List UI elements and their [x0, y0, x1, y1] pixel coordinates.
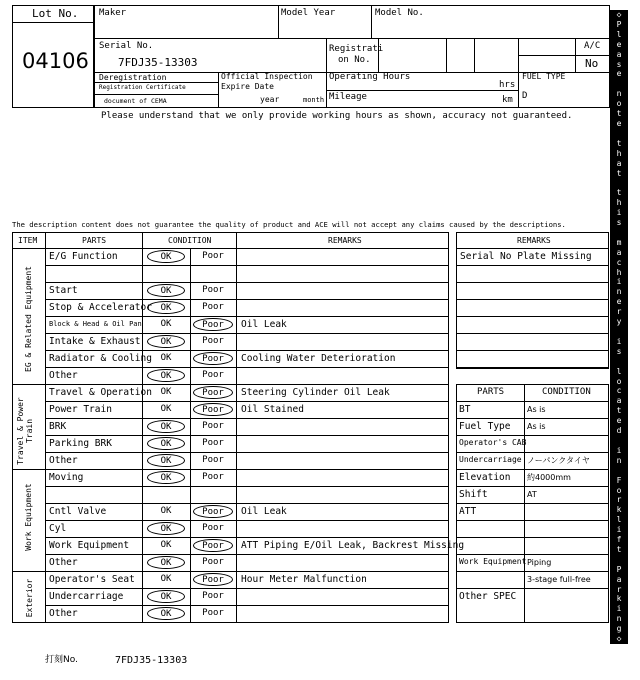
- remark-text: Steering Cylinder Oil Leak: [241, 387, 390, 398]
- right-remark-line: [456, 350, 609, 351]
- group-separator: [12, 384, 45, 385]
- deregistration-label: Deregistration: [99, 73, 167, 82]
- part-label: Work Equipment: [49, 540, 130, 551]
- ok-option: OK: [160, 353, 172, 363]
- spec-value: AT: [527, 490, 537, 499]
- part-label: Radiator & Cooling: [49, 353, 152, 364]
- registration-label-1: Registrati: [329, 44, 384, 54]
- hv-9: [218, 72, 219, 108]
- maker-label: Maker: [99, 8, 127, 18]
- hv-6: [474, 38, 475, 72]
- part-label: Moving: [49, 472, 84, 483]
- ophrs-line: [326, 90, 518, 91]
- spec-line: [456, 418, 609, 419]
- km-label: km: [502, 95, 513, 105]
- poor-circled: Poor: [193, 386, 233, 399]
- fuel-type-label: FUEL TYPE: [522, 72, 566, 81]
- poor-circled: Poor: [193, 573, 233, 586]
- poor-circled: Poor: [193, 505, 233, 518]
- part-label: Cntl Valve: [49, 506, 107, 517]
- part-label: BRK: [49, 421, 67, 432]
- col-item: [45, 232, 46, 623]
- part-label: Cyl: [49, 523, 67, 534]
- row-line: [45, 605, 449, 606]
- spec-line: [456, 401, 609, 402]
- poor-option: Poor: [202, 336, 224, 346]
- serial-value: 7FDJ35-13303: [118, 56, 198, 69]
- ok-option: OK: [160, 506, 172, 516]
- spec-value: 約4000mm: [527, 473, 571, 482]
- row-line: [45, 452, 449, 453]
- row-line: [45, 265, 449, 266]
- spec-part: Work Equipment: [459, 557, 527, 566]
- model-year-label: Model Year: [281, 8, 336, 18]
- reg-cert-label: Registration Certificate: [99, 84, 186, 91]
- th-item: ITEM: [18, 236, 38, 245]
- group-label-eg: EG & Related Equipment: [24, 266, 33, 372]
- poor-option: Poor: [202, 472, 224, 482]
- poor-option: Poor: [202, 370, 224, 380]
- spec-value: ノーパンクタイヤ: [527, 456, 590, 465]
- part-label: Operator's Seat: [49, 574, 135, 585]
- part-label: Undercarriage: [49, 591, 124, 602]
- row-line: [45, 588, 449, 589]
- official-label-1: Official Inspection: [221, 72, 313, 81]
- hours-notice: Please understand that we only provide working hours as shown, accuracy not guaranteed.: [101, 111, 573, 121]
- lot-label: Lot No.: [32, 7, 79, 20]
- row-line: [45, 299, 449, 300]
- ok-circled: OK: [147, 284, 185, 297]
- row-line: [45, 418, 449, 419]
- row-line: [45, 571, 449, 572]
- ok-circled: OK: [147, 471, 185, 484]
- row-line: [45, 520, 449, 521]
- header-line-3: [518, 55, 610, 56]
- spec-line: [456, 571, 609, 572]
- poor-option: Poor: [202, 438, 224, 448]
- specs-parts-header: PARTS: [477, 387, 505, 397]
- poor-circled: Poor: [193, 352, 233, 365]
- ok-circled: OK: [147, 335, 185, 348]
- hv-1: [278, 5, 279, 38]
- part-label: Block & Head & Oil Pan: [49, 320, 142, 328]
- right-remark-line: [456, 333, 609, 334]
- right-remark-line: [456, 367, 609, 368]
- remark-text: Oil Leak: [241, 319, 287, 330]
- hv-5: [446, 38, 447, 72]
- right-remark-line: [456, 282, 609, 283]
- ok-option: OK: [160, 387, 172, 397]
- fuel-type-value: D: [522, 91, 528, 101]
- hrs-label: hrs: [499, 80, 516, 90]
- stamp-value: 7FDJ35-13303: [115, 655, 188, 666]
- row-line: [45, 435, 449, 436]
- row-line: [45, 282, 449, 283]
- poor-option: Poor: [202, 251, 224, 261]
- part-label: Parking BRK: [49, 438, 112, 449]
- ok-circled: OK: [147, 420, 185, 433]
- ok-circled: OK: [147, 301, 185, 314]
- year-label: year: [260, 95, 280, 104]
- ok-circled: OK: [147, 607, 185, 620]
- location-notice-sidebar: ◇ P l e a s e n o t e t h a t t h i s m a c h i n e r y i s l o c a t e d i n F o r k l i f t P a r k i n g ◇: [610, 10, 628, 644]
- remark-text: Cooling Water Deterioration: [241, 353, 396, 364]
- right-remark-text: Serial No Plate Missing: [460, 251, 592, 262]
- poor-option: Poor: [202, 285, 224, 295]
- row-line: [45, 367, 449, 368]
- ok-circled: OK: [147, 250, 185, 263]
- spec-part: Fuel Type: [459, 421, 511, 432]
- ok-circled: OK: [147, 522, 185, 535]
- right-remark-line: [456, 248, 609, 249]
- ac-label: A/C: [584, 41, 601, 51]
- stamp-label: 打刻No.: [45, 655, 78, 665]
- poor-option: Poor: [202, 608, 224, 618]
- part-label: Start: [49, 285, 78, 296]
- spec-line: [456, 435, 609, 436]
- ok-option: OK: [160, 404, 172, 414]
- poor-option: Poor: [202, 557, 224, 567]
- ac-value: No: [585, 57, 599, 70]
- ok-circled: OK: [147, 369, 185, 382]
- spec-part: Shift: [459, 489, 488, 500]
- spec-part: Undercarriage: [459, 455, 522, 464]
- row-line: [45, 486, 449, 487]
- right-remark-line: [456, 299, 609, 300]
- row-line: [45, 503, 449, 504]
- poor-option: Poor: [202, 455, 224, 465]
- ok-circled: OK: [147, 454, 185, 467]
- part-label: Other: [49, 608, 78, 619]
- lot-value: 04106: [22, 49, 89, 73]
- row-line: [45, 401, 449, 402]
- remark-text: Hour Meter Malfunction: [241, 574, 367, 585]
- ok-option: OK: [160, 574, 172, 584]
- spec-line: [456, 452, 609, 453]
- remark-text: Oil Leak: [241, 506, 287, 517]
- row-line: [45, 333, 449, 334]
- spec-value: As is: [527, 405, 546, 414]
- dereg-line-1: [94, 82, 218, 83]
- official-label-2: Expire Date: [221, 82, 274, 91]
- model-no-label: Model No.: [375, 8, 424, 18]
- hv-3: [326, 38, 327, 108]
- specs-condition-header: CONDITION: [542, 387, 591, 397]
- part-label: Other: [49, 455, 78, 466]
- ok-circled: OK: [147, 556, 185, 569]
- disclaimer: The description content does not guarantee the quality of product and ACE will not accept any claims caused by the descriptions.: [12, 220, 566, 229]
- spec-line: [456, 486, 609, 487]
- right-remark-line: [456, 316, 609, 317]
- part-label: Stop & Accelerator: [49, 302, 152, 313]
- registration-label-2: on No.: [338, 55, 371, 65]
- row-line: [45, 384, 449, 385]
- poor-circled: Poor: [193, 318, 233, 331]
- month-label: month: [303, 96, 325, 104]
- col-cond: [236, 232, 237, 623]
- remark-text: ATT Piping E/Oil Leak, Backrest Missing: [241, 540, 465, 551]
- serial-label: Serial No.: [99, 41, 154, 51]
- group-label-exterior: Exterior: [25, 578, 34, 618]
- part-label: Power Train: [49, 404, 112, 415]
- spec-part: Other SPEC: [459, 591, 517, 602]
- spec-part: Elevation: [459, 472, 511, 483]
- lot-divider: [12, 22, 94, 23]
- poor-option: Poor: [202, 523, 224, 533]
- group-label-work: Work Equipment: [24, 483, 33, 551]
- row-line: [45, 537, 449, 538]
- right-remark-line: [456, 265, 609, 266]
- dereg-line-2: [94, 94, 218, 95]
- poor-circled: Poor: [193, 403, 233, 416]
- doc-cema-label: document of CEMA: [104, 97, 167, 105]
- row-line: [45, 554, 449, 555]
- col-parts: [142, 232, 143, 623]
- spec-line: [456, 537, 609, 538]
- spec-value: As is: [527, 422, 546, 431]
- hv-2: [371, 5, 372, 38]
- operating-hours-label: Operating Hours: [329, 72, 411, 82]
- hv-7: [518, 38, 519, 108]
- part-label: Intake & Exhaust: [49, 336, 141, 347]
- spec-line: [456, 520, 609, 521]
- row-line: [45, 350, 449, 351]
- th-condition: CONDITION: [168, 236, 212, 245]
- spec-part: ATT: [459, 506, 477, 517]
- right-remarks-header: REMARKS: [517, 236, 551, 245]
- poor-option: Poor: [202, 302, 224, 312]
- part-label: Other: [49, 557, 78, 568]
- ok-option: OK: [160, 319, 172, 329]
- ok-circled: OK: [147, 437, 185, 450]
- spec-part: BT: [459, 404, 471, 415]
- spec-part: Operator's CAB: [459, 438, 527, 447]
- ok-circled: OK: [147, 590, 185, 603]
- part-label: E/G Function: [49, 251, 118, 262]
- spec-line: [456, 588, 609, 589]
- spec-line: [456, 554, 609, 555]
- ok-option: OK: [160, 540, 172, 550]
- row-line: [45, 469, 449, 470]
- part-label: Travel & Operation: [49, 387, 152, 398]
- poor-circled: Poor: [193, 539, 233, 552]
- mileage-label: Mileage: [329, 92, 367, 102]
- spec-value: Piping: [527, 558, 552, 567]
- th-remarks: REMARKS: [328, 236, 362, 245]
- table-header-line: [12, 248, 449, 249]
- spec-line: [456, 469, 609, 470]
- poor-option: Poor: [202, 421, 224, 431]
- th-parts: PARTS: [82, 236, 107, 245]
- header-line-1: [94, 38, 610, 39]
- part-label: Other: [49, 370, 78, 381]
- remark-text: Oil Stained: [241, 404, 304, 415]
- spec-value: 3-stage full-free: [527, 575, 591, 584]
- poor-option: Poor: [202, 591, 224, 601]
- row-line: [45, 316, 449, 317]
- group-label-travel: Travel & Power Train: [16, 397, 34, 465]
- spec-line: [456, 503, 609, 504]
- hv-8: [575, 38, 576, 72]
